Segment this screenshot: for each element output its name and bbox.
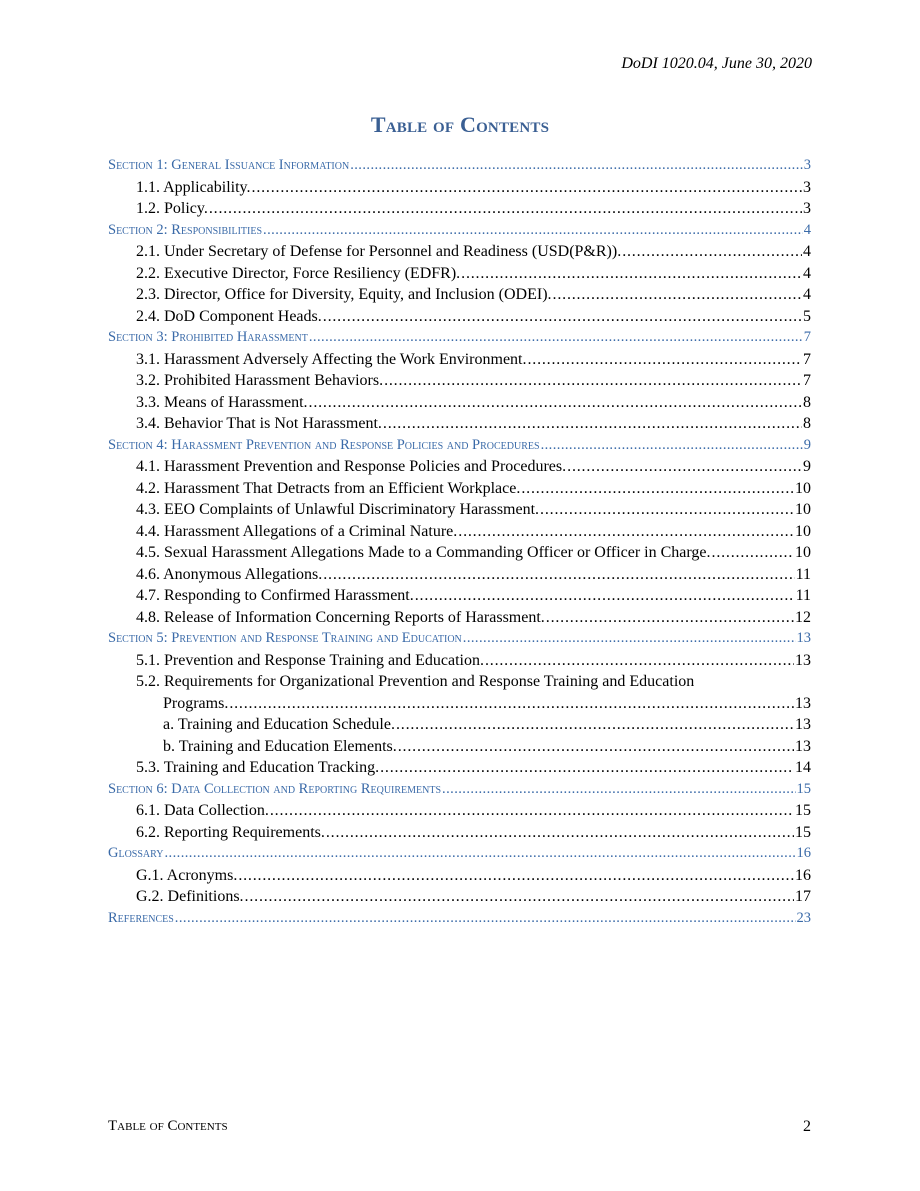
dot-leader — [521, 478, 794, 500]
toc-page-number: 15 — [795, 802, 811, 819]
toc-page-number: 15 — [796, 780, 811, 797]
toc-page-number: 5 — [803, 307, 811, 325]
toc-entry-link[interactable] — [108, 521, 811, 543]
toc-entry-title: Section 6: Data Collection and Reporting Requirements — [108, 780, 442, 797]
toc-page-number: 4 — [803, 286, 811, 303]
toc-section-link[interactable] — [108, 843, 811, 865]
toc-page-number: 16 — [795, 866, 811, 884]
dot-leader — [175, 908, 796, 930]
toc-entry-title: G.1. Acronyms. — [136, 866, 238, 884]
toc-entry-link[interactable] — [108, 886, 811, 908]
toc-entry-title: 2.1. Under Secretary of Defense for Personnel and Readiness (USD(P&R)). — [136, 243, 622, 260]
toc-entry-link[interactable] — [108, 241, 811, 263]
toc-page-number: 3 — [803, 157, 811, 173]
dot-leader — [546, 607, 794, 629]
dot-leader — [270, 800, 794, 822]
toc-page-number: 4 — [803, 264, 811, 282]
table-of-contents — [108, 155, 811, 929]
toc-entry-title: 4.3. EEO Complaints of Unlawful Discriminatory Harassment. — [136, 501, 540, 518]
toc-entry-title: 4.6. Anonymous Allegations. — [136, 565, 323, 583]
toc-entry-title: G.2. Definitions. — [136, 888, 244, 905]
dot-leader — [245, 886, 794, 908]
toc-entry-link[interactable] — [108, 413, 811, 435]
toc-page-number: 23 — [796, 909, 811, 926]
dot-leader — [252, 177, 802, 199]
toc-entry-title: 4.8. Release of Information Concerning Reports of Harassment. — [136, 608, 545, 626]
toc-page-number: 4 — [803, 243, 811, 260]
toc-entry-title: Section 2: Responsibilities — [108, 221, 263, 238]
toc-page-number: 10 — [795, 479, 811, 497]
toc-page-number: 3 — [803, 178, 811, 196]
dot-leader — [712, 542, 794, 564]
toc-page-number: 7 — [803, 329, 811, 345]
toc-page-number: 9 — [803, 458, 811, 475]
toc-entry-link[interactable] — [108, 865, 811, 887]
dot-leader — [380, 757, 794, 779]
toc-entry-link[interactable] — [108, 349, 811, 371]
toc-page-number: 10 — [795, 501, 811, 518]
toc-entry-title: 3.1. Harassment Adversely Affecting the Work Environment. — [136, 350, 527, 368]
toc-section-link[interactable] — [108, 628, 811, 650]
page-number: 2 — [803, 1118, 811, 1135]
toc-entry-title: a. Training and Education Schedule. — [163, 716, 395, 733]
toc-section-link[interactable] — [108, 908, 811, 930]
toc-page-number: 17 — [795, 888, 811, 905]
dot-leader — [323, 306, 802, 328]
toc-entry-title: 1.2. Policy. — [136, 200, 208, 217]
dot-leader — [567, 456, 802, 478]
toc-section-link[interactable] — [108, 327, 811, 349]
toc-entry-title: Section 3: Prohibited Harassment — [108, 329, 308, 345]
dot-leader — [165, 843, 796, 865]
toc-entry-title: 3.3. Means of Harassment. — [136, 393, 308, 411]
toc-entry-title: 4.5. Sexual Harassment Allegations Made to a Commanding Officer or Officer in Charge. — [136, 544, 711, 561]
toc-entry-link[interactable] — [108, 370, 811, 392]
dot-leader — [463, 628, 796, 650]
toc-page-number: 4 — [803, 221, 811, 238]
toc-entry-title: 6.1. Data Collection. — [136, 802, 269, 819]
dot-leader — [458, 521, 794, 543]
dot-leader — [553, 284, 802, 306]
toc-page-number: 13 — [795, 737, 811, 755]
dot-leader — [238, 865, 794, 887]
toc-entry-title: 4.7. Responding to Confirmed Harassment. — [136, 587, 414, 604]
toc-entry-link[interactable] — [108, 284, 811, 306]
dot-leader — [384, 370, 802, 392]
dot-leader — [540, 499, 794, 521]
toc-page-number: 7 — [803, 350, 811, 368]
toc-page-number: 11 — [795, 565, 811, 583]
toc-entry-title: Section 1: General Issuance Information — [108, 157, 350, 173]
toc-page-number: 15 — [795, 823, 811, 841]
toc-entry-title: 4.1. Harassment Prevention and Response Policies and Procedures. — [136, 458, 567, 475]
toc-page-number: 7 — [803, 372, 811, 389]
toc-page-number: 8 — [803, 415, 811, 432]
dot-leader — [622, 241, 802, 263]
toc-page-number: 13 — [795, 651, 811, 669]
dot-leader — [323, 564, 794, 586]
toc-entry-link[interactable] — [108, 478, 811, 500]
dot-leader — [326, 822, 794, 844]
toc-entry-title: 5.1. Prevention and Response Training and Education. — [136, 651, 484, 669]
toc-section-link[interactable] — [108, 779, 811, 801]
toc-entry-link[interactable] — [108, 499, 811, 521]
toc-entry-link[interactable] — [108, 564, 811, 586]
dot-leader — [541, 435, 803, 457]
toc-entry-title: 2.2. Executive Director, Force Resiliency (EDFR). — [136, 264, 461, 282]
toc-page-number: 10 — [795, 522, 811, 540]
toc-entry-title: 1.1. Applicability. — [136, 178, 251, 196]
toc-entry-title: 5.2. Requirements for Organizational Prevention and Response Training and Education — [136, 673, 695, 690]
toc-entry-title: 3.2. Prohibited Harassment Behaviors. — [136, 372, 384, 389]
toc-entry-title: Programs. — [163, 694, 229, 712]
dot-leader — [527, 349, 802, 371]
toc-page-number: 16 — [796, 845, 811, 861]
toc-entry-link[interactable] — [108, 198, 811, 220]
dot-leader — [415, 585, 795, 607]
toc-entry-link[interactable] — [108, 607, 811, 629]
toc-entry-link[interactable] — [108, 671, 811, 693]
toc-page-number: 9 — [803, 436, 811, 453]
dot-leader — [229, 693, 794, 715]
dot-leader — [461, 263, 802, 285]
toc-entry-link[interactable] — [108, 306, 811, 328]
toc-entry-title: b. Training and Education Elements. — [163, 737, 397, 755]
document-header: DoDI 1020.04, June 30, 2020 — [621, 55, 812, 72]
toc-entry-title: 4.2. Harassment That Detracts from an Efficient Workplace. — [136, 479, 521, 497]
dot-leader — [350, 155, 803, 177]
toc-page-number: 3 — [803, 200, 811, 217]
toc-page-number: 8 — [803, 393, 811, 411]
dot-leader — [383, 413, 802, 435]
dot-leader — [485, 650, 794, 672]
toc-entry-title: Section 4: Harassment Prevention and Response Policies and Procedures — [108, 436, 540, 453]
toc-entry-title: References — [108, 909, 174, 926]
toc-entry-link[interactable] — [108, 456, 811, 478]
dot-leader — [263, 220, 803, 242]
toc-page-number: 13 — [796, 630, 811, 646]
toc-entry-title: 5.3. Training and Education Tracking. — [136, 759, 380, 776]
toc-page-number: 13 — [795, 716, 811, 733]
toc-entry-link[interactable] — [108, 542, 811, 564]
toc-page-number: 13 — [795, 694, 811, 712]
toc-entry-link[interactable] — [108, 650, 811, 672]
toc-page-number: 10 — [795, 544, 811, 561]
toc-entry-title: 2.4. DoD Component Heads. — [136, 307, 322, 325]
page-title: Table of Contents — [370, 112, 550, 137]
page-footer — [108, 1118, 811, 1136]
dot-leader — [398, 736, 794, 758]
toc-section-link[interactable] — [108, 220, 811, 242]
toc-entry-link[interactable] — [108, 392, 811, 414]
toc-entry-link[interactable] — [108, 263, 811, 285]
dot-leader — [442, 779, 795, 801]
toc-entry-link[interactable] — [108, 693, 811, 715]
toc-entry-link[interactable] — [108, 757, 811, 779]
toc-page-number: 12 — [795, 608, 811, 626]
toc-entry-title: Section 5: Prevention and Response Training and Education — [108, 630, 462, 646]
toc-page-number: 14 — [795, 759, 811, 776]
dot-leader — [309, 327, 803, 349]
toc-entry-link[interactable] — [108, 822, 811, 844]
dot-leader — [396, 714, 794, 736]
toc-entry-link[interactable] — [108, 736, 811, 758]
toc-entry-link[interactable] — [108, 800, 811, 822]
toc-entry-title: Glossary — [108, 845, 164, 861]
dot-leader — [209, 198, 802, 220]
toc-entry-link[interactable] — [108, 714, 811, 736]
toc-section-link[interactable] — [108, 435, 811, 457]
footer-label: Table of Contents — [108, 1118, 228, 1134]
toc-section-link[interactable] — [108, 155, 811, 177]
toc-entry-title: 6.2. Reporting Requirements. — [136, 823, 325, 841]
toc-entry-link[interactable] — [108, 585, 811, 607]
toc-entry-title: 4.4. Harassment Allegations of a Criminal Nature. — [136, 522, 458, 540]
toc-entry-title: 3.4. Behavior That is Not Harassment. — [136, 415, 382, 432]
toc-page-number: 11 — [795, 587, 811, 604]
toc-entry-title: 2.3. Director, Office for Diversity, Equity, and Inclusion (ODEI). — [136, 286, 552, 303]
dot-leader — [309, 392, 802, 414]
toc-entry-link[interactable] — [108, 177, 811, 199]
